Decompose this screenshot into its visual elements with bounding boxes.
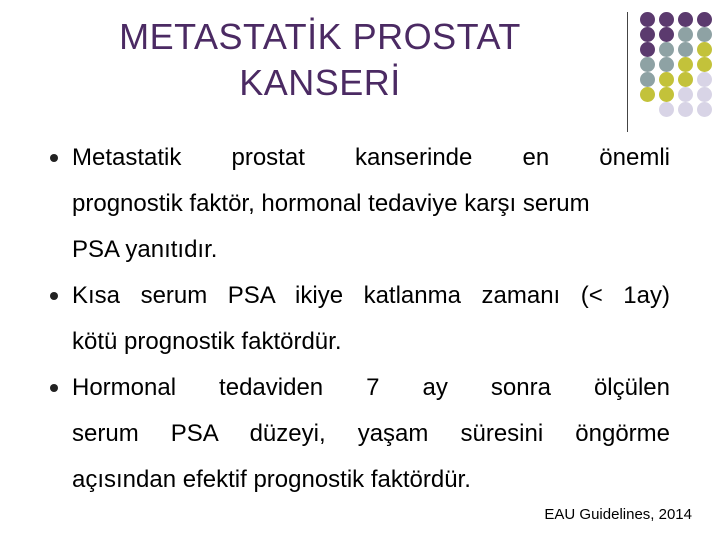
decor-dot	[640, 42, 655, 57]
decor-dot	[659, 72, 674, 87]
bullet-2-line-2: kötü prognostik faktördür.	[72, 328, 342, 355]
bullet-1-line-3: PSA yanıtıdır.	[72, 236, 218, 263]
decor-dot	[697, 27, 712, 42]
decor-dot	[678, 12, 693, 27]
decor-dot	[659, 12, 674, 27]
decor-dot	[678, 87, 693, 102]
decor-dot	[640, 87, 655, 102]
decor-dot	[697, 57, 712, 72]
decor-dot	[697, 102, 712, 117]
slide-title-line-1: METASTATİK PROSTAT	[119, 16, 521, 57]
decor-dot	[659, 57, 674, 72]
slide-title	[70, 14, 570, 106]
decor-dot	[640, 12, 655, 27]
decor-dot	[659, 27, 674, 42]
decor-dot	[640, 57, 655, 72]
decor-dot	[678, 72, 693, 87]
bullet-dot-2	[50, 292, 58, 300]
bullet-1-line-1: Metastatik prostat kanserinde en önemli	[72, 144, 670, 171]
bullet-dot-1	[50, 154, 58, 162]
bullet-dot-3	[50, 384, 58, 392]
decor-dot	[659, 87, 674, 102]
decor-dot	[697, 72, 712, 87]
bullet-text-2	[72, 273, 670, 365]
bullet-3-line-2: serum PSA düzeyi, yaşam süresini öngörme	[72, 420, 670, 447]
decor-dot	[697, 87, 712, 102]
bullet-text-1	[72, 135, 670, 273]
dot-grid-decoration-icon	[640, 12, 720, 122]
decor-dot	[678, 57, 693, 72]
decor-dot	[697, 42, 712, 57]
decor-dot	[697, 12, 712, 27]
decor-dot	[678, 102, 693, 117]
decor-divider-line	[627, 12, 628, 132]
bullet-2-line-1: Kısa serum PSA ikiye katlanma zamanı (< 1ay)	[72, 282, 670, 309]
decor-dot	[678, 27, 693, 42]
bullet-1-line-2: prognostik faktör, hormonal tedaviye karşı serum	[72, 190, 590, 217]
bullet-3-line-3: açısından efektif prognostik faktördür.	[72, 466, 471, 493]
decor-dot	[659, 102, 674, 117]
decor-dot	[659, 42, 674, 57]
bullet-text-3	[72, 365, 670, 503]
slide-title-line-2: KANSERİ	[239, 62, 401, 103]
bullet-3-line-1: Hormonal tedaviden 7 ay sonra ölçülen	[72, 374, 670, 401]
decor-dot	[640, 27, 655, 42]
decor-dot	[678, 42, 693, 57]
source-citation: EAU Guidelines, 2014	[544, 506, 692, 523]
decor-dot	[640, 72, 655, 87]
